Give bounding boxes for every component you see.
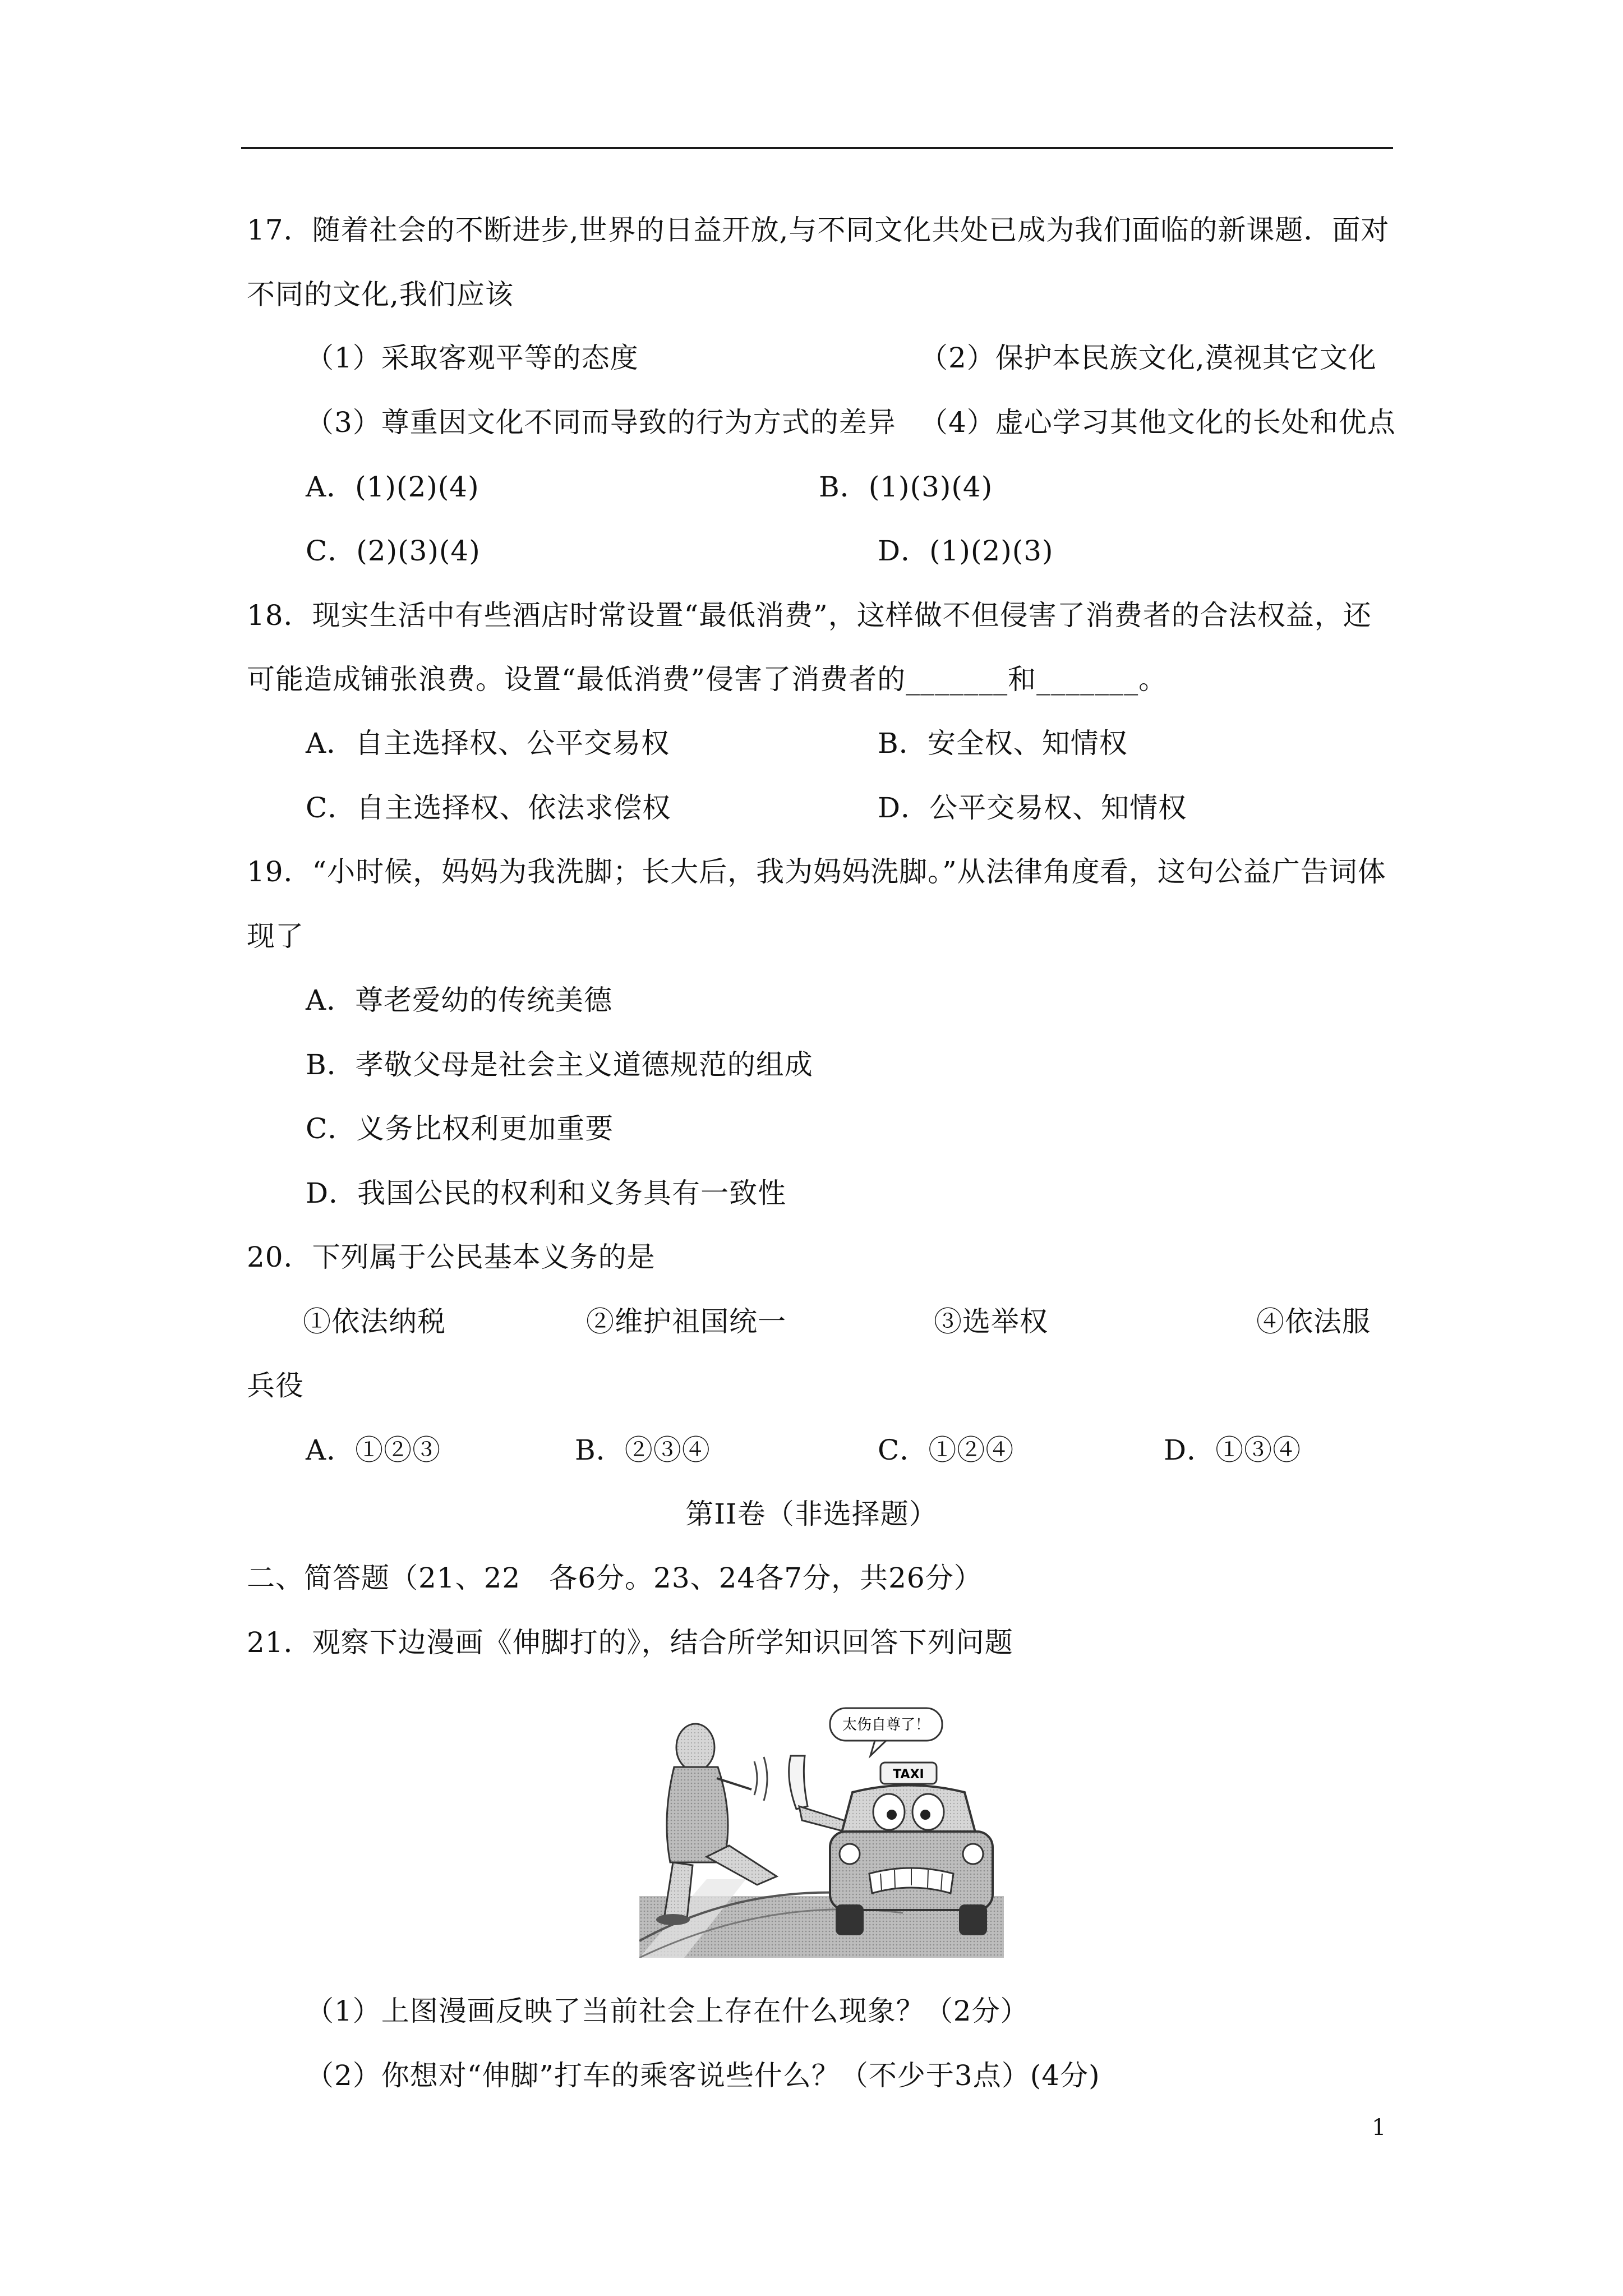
q20-stem: 20．下列属于公民基本义务的是 (247, 1241, 656, 1273)
q20-item1: ①依法纳税 (303, 1305, 446, 1338)
q19-stem-line2: 现了 (247, 920, 304, 953)
q18-option-d: D．公平交易权、知情权 (878, 792, 1187, 824)
q20-option-b: B．②③④ (575, 1434, 711, 1466)
q19-option-b: B．孝敬父母是社会主义道德规范的组成 (306, 1048, 813, 1081)
q18-option-c: C．自主选择权、依法求偿权 (306, 792, 671, 824)
q18-option-b: B．安全权、知情权 (878, 727, 1128, 760)
q18-stem-line2: 可能造成铺张浪费。设置“最低消费”侵害了消费者的_______和_______。 (247, 663, 1168, 696)
section-title: 第II卷（非选择题） (685, 1498, 938, 1530)
comic-taxi-sign: TAXI (893, 1768, 924, 1782)
q19-option-d: D．我国公民的权利和义务具有一致性 (306, 1177, 787, 1209)
q17-stem-line2: 不同的文化,我们应该 (247, 278, 514, 311)
q17-item4: （4）虚心学习其他文化的长处和优点 (920, 406, 1396, 439)
q18-stem-line1: 18．现实生活中有些酒店时常设置“最低消费”，这样做不但侵害了消费者的合法权益，还 (247, 599, 1372, 632)
q21-stem: 21．观察下边漫画《伸脚打的》，结合所学知识回答下列问题 (247, 1626, 1013, 1659)
q17-item1: （1）采取客观平等的态度 (306, 342, 639, 374)
q17-item2: （2）保护本民族文化,漠视其它文化 (920, 342, 1377, 374)
section-heading: 二、简答题（21、22 各6分。23、24各7分，共26分） (247, 1562, 983, 1594)
q18-option-a: A．自主选择权、公平交易权 (306, 727, 670, 760)
q19-option-c: C．义务比权利更加重要 (306, 1112, 614, 1145)
q21-subquestion-2: （2）你想对“伸脚”打车的乘客说些什么？（不少于3点）(4分) (306, 2059, 1100, 2092)
q20-item4-continued: 兵役 (247, 1369, 304, 1402)
q17-option-a: A．(1)(2)(4) (306, 471, 479, 503)
header-rule (241, 147, 1393, 149)
q19-option-a: A．尊老爱幼的传统美德 (306, 984, 613, 1016)
q20-option-d: D．①③④ (1164, 1434, 1302, 1466)
comic-bubble-text: 太伤自尊了！ (842, 1717, 930, 1733)
q17-option-b: B．(1)(3)(4) (819, 471, 993, 503)
q17-stem-line1: 17．随着社会的不断进步,世界的日益开放,与不同文化共处已成为我们面临的新课题．面对 (247, 214, 1390, 246)
q17-option-c: C．(2)(3)(4) (306, 535, 481, 567)
q19-stem-line1: 19．“小时候，妈妈为我洗脚；长大后，我为妈妈洗脚。”从法律角度看，这句公益广告词体 (247, 855, 1386, 888)
q20-item2: ②维护祖国统一 (586, 1305, 786, 1338)
q17-option-d: D．(1)(2)(3) (878, 535, 1054, 567)
q20-option-c: C．①②④ (878, 1434, 1015, 1466)
page-number: 1 (1372, 2115, 1386, 2141)
q20-item3: ③选举权 (934, 1305, 1048, 1338)
q20-option-a: A．①②③ (306, 1434, 441, 1466)
q21-subquestion-1: （1）上图漫画反映了当前社会上存在什么现象？（2分） (306, 1995, 1029, 2027)
q20-item4: ④依法服 (1256, 1305, 1371, 1338)
comic-illustration (639, 1694, 1004, 1958)
q17-item3: （3）尊重因文化不同而导致的行为方式的差异 (306, 406, 896, 439)
